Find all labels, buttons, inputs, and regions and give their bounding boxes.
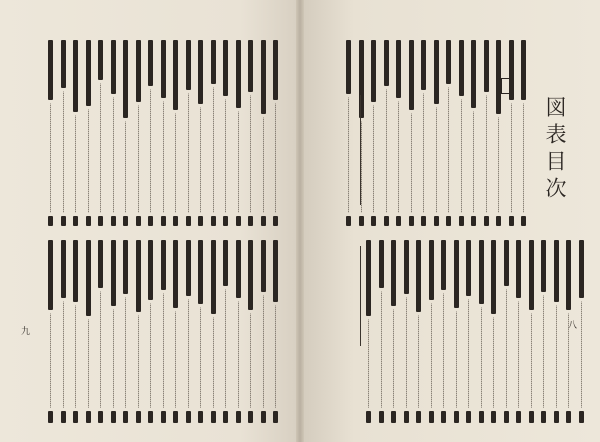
section-rule — [360, 246, 361, 346]
page-number-left: 九 — [21, 327, 31, 337]
section-label-box — [501, 78, 513, 94]
book-gutter — [296, 0, 304, 442]
contents-heading: 図表目次 — [543, 96, 567, 204]
section-rule — [360, 95, 361, 205]
page-number-right: 八 — [568, 321, 578, 331]
